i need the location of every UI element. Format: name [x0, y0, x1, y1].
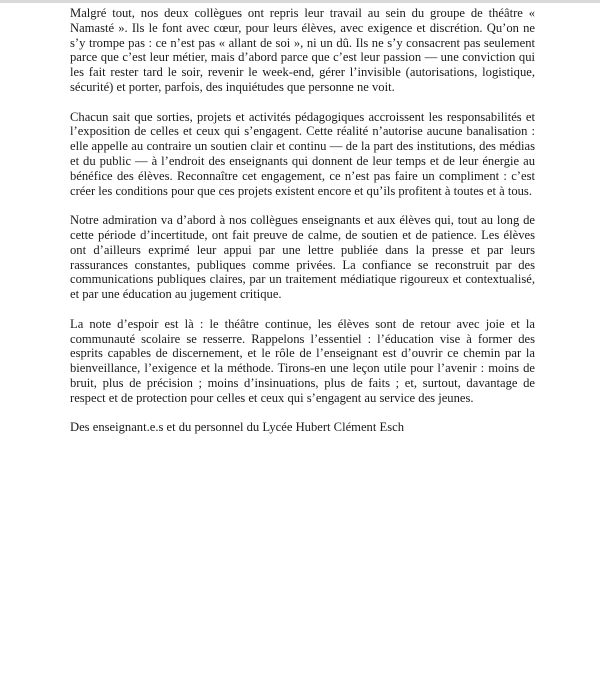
paragraph-theatre-group: Malgré tout, nos deux collègues ont repris leur travail au sein du groupe de théâtre « Namasté ». Ils le font avec cœur, pour leurs élèves, avec exigence et discrétion. Qu’on ne s’y trompe pas : ce n’est pas « allant de soi », ni un dû. Ils ne s’y consacrent pas seulement parce que c’est leur métier, mais d’abord parce que c’est leur passion — une conviction qui les fait rester tard le soir, revenir le week-end, gérer l’invisible (autorisations, logistique, sécurité) et porter, parfois, des inquiétudes que personne ne voit.: [70, 6, 535, 94]
top-divider: [0, 0, 600, 3]
document-body: [70, 6, 535, 450]
paragraph-hope: La note d’espoir est là : le théâtre continue, les élèves sont de retour avec joie et la communauté scolaire se resserre. Rappelons l’essentiel : l’éducation vise à former des esprits capables de discernement, et le rôle de l’enseignant est d’ouvrir ce chemin par la bienveillance, l’exigence et la méthode. Tirons-en une leçon utile pour l’avenir : moins de bruit, plus de précision ; moins d’insinuations, plus de faits ; et, surtout, davantage de respect et de protection pour celles et ceux qui s’engagent au service des jeunes.: [70, 316, 535, 405]
signature: Des enseignant.e.s et du personnel du Lycée Hubert Clément Esch: [70, 420, 404, 435]
paragraph-admiration: Notre admiration va d’abord à nos collègues enseignants et aux élèves qui, tout au long de cette période d’incertitude, ont fait preuve de calme, de soutien et de patience. Les élèves ont d’ailleurs exprimé leur appui par une lettre publiée dans la presse et par leurs rassurances constantes, publiques comme privées. La confiance se reconstruit par des communications publiques claires, par un traitement médiatique rigoureux et contextualisé, et par une éducation au jugement critique.: [70, 213, 535, 302]
paragraph-responsibilities: Chacun sait que sorties, projets et activités pédagogiques accroissent les responsabilités et l’exposition de celles et ceux qui s’engagent. Cette réalité n’autorise aucune banalisation : elle appelle au contraire un soutien clair et continu — de la part des institutions, des médias et du public — à l’endroit des enseignants qui donnent de leur temps et de leur énergie au bénéfice des élèves. Reconnaître cet engagement, ce n’est pas faire un compliment : c’est créer les conditions pour que ces projets existent encore et qu’ils profitent à toutes et à tous.: [70, 109, 535, 198]
